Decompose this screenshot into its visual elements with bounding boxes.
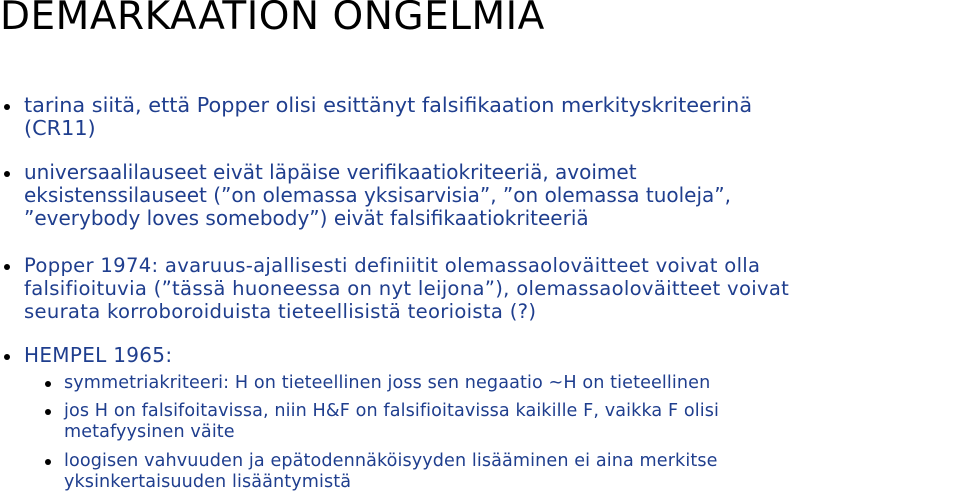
- sub-bullet-text-line: metafyysinen väite: [64, 422, 235, 442]
- sub-bullet-text-line: yksinkertaisuuden lisääntymistä: [64, 472, 352, 492]
- bullet-marker: [4, 354, 10, 360]
- bullet-item: [24, 344, 956, 367]
- sub-bullet-text-line: jos H on falsifoitavissa, niin H&F on falsifioitavissa kaikille F, vaikka F olisi: [64, 401, 720, 421]
- sub-bullet-marker: [45, 459, 51, 465]
- sub-bullet-marker: [45, 409, 51, 415]
- sub-bullet-item: [64, 451, 954, 493]
- bullet-text-line: HEMPEL 1965:: [24, 343, 173, 367]
- slide-title: DEMARKAATION ONGELMIA: [0, 0, 545, 39]
- bullet-text-line: ”everybody loves somebody”) eivät falsifikaatiokriteeriä: [24, 206, 589, 230]
- sub-bullet-text-line: symmetriakriteeri: H on tieteellinen joss sen negaatio ~H on tieteellinen: [64, 373, 711, 393]
- bullet-text-line: eksistenssilauseet (”on olemassa yksisarvisia”, ”on olemassa tuoleja”,: [24, 183, 732, 207]
- bullet-marker: [4, 171, 10, 177]
- bullet-text-line: tarina siitä, että Popper olisi esittänyt falsifikaation merkityskriteerinä: [24, 93, 753, 117]
- sub-bullet-item: [64, 373, 954, 394]
- sub-bullet-item: [64, 401, 954, 443]
- sub-bullet-marker: [45, 381, 51, 387]
- bullet-text-line: seurata korroboroiduista tieteellisistä teorioista (?): [24, 300, 537, 323]
- sub-bullet-text-line: loogisen vahvuuden ja epätodennäköisyyden lisääminen ei aina merkitse: [64, 451, 718, 471]
- bullet-text-line: Popper 1974: avaruus-ajallisesti definiitit olemassaoloväitteet voivat olla: [24, 254, 761, 277]
- bullet-text-line: falsifioituvia (”tässä huoneessa on nyt leijona”), olemassaoloväitteet voivat: [24, 277, 790, 300]
- bullet-item: [24, 161, 956, 230]
- bullet-item: [24, 254, 956, 323]
- bullet-marker: [4, 104, 10, 110]
- bullet-text-line: (CR11): [24, 116, 96, 140]
- bullet-item: [24, 94, 956, 140]
- bullet-text-line: universaalilauseet eivät läpäise verifikaatiokriteeriä, avoimet: [24, 160, 637, 184]
- bullet-marker: [4, 264, 10, 270]
